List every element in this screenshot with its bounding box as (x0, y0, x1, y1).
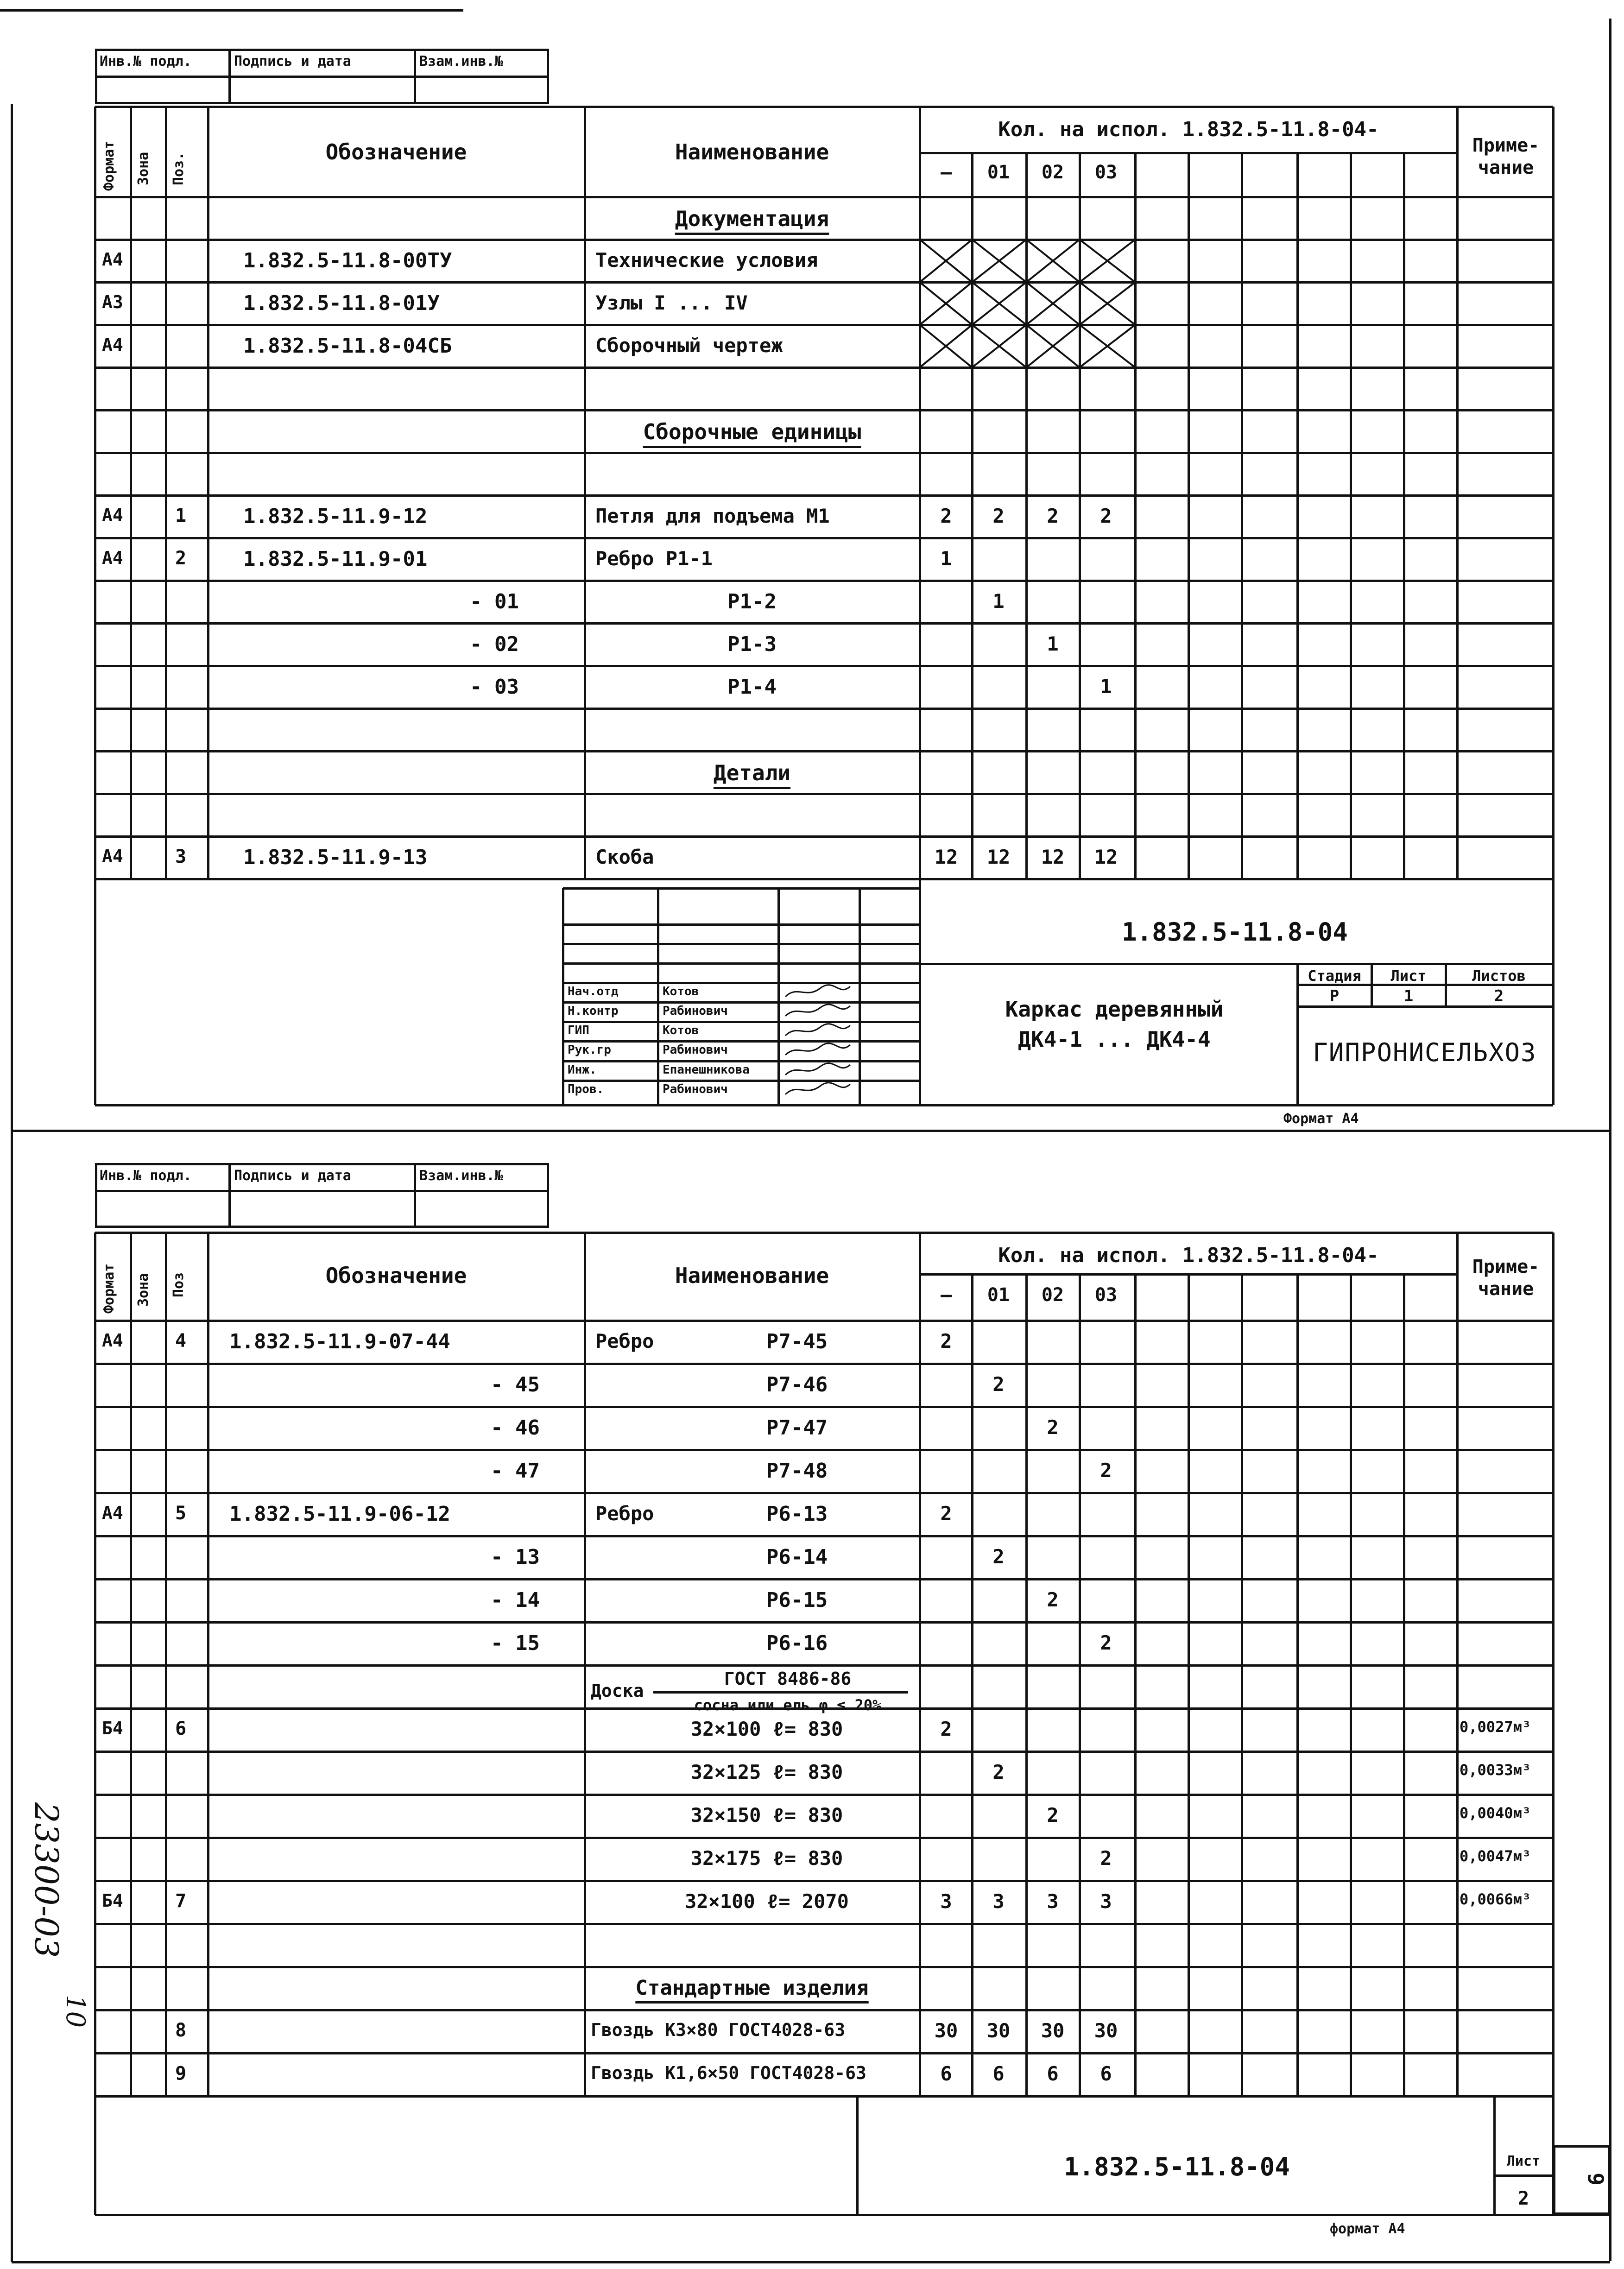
signature (783, 1061, 853, 1080)
row-qty: 2 (940, 505, 952, 527)
rule-line (920, 963, 1553, 965)
section-heading: Документация (675, 206, 829, 231)
signer-name: Епанешникова (663, 1063, 750, 1077)
rule-line (95, 1232, 1553, 1234)
stamp-inv: Инв.№ подл. (100, 53, 192, 70)
header-variant-3: 03 (1094, 1284, 1118, 1306)
row-designation: - 46 (491, 1416, 540, 1440)
row-pos: 1 (175, 505, 187, 526)
rule-line (95, 1535, 1553, 1537)
rule-line (95, 580, 1553, 582)
rule-line (95, 76, 549, 78)
crossed-cell (1080, 240, 1135, 282)
header-zone: Зона (135, 152, 152, 185)
rule-line (1079, 1274, 1081, 2096)
header-variant-0: — (940, 1284, 952, 1306)
rule-line (1403, 153, 1405, 879)
signature (783, 1041, 853, 1060)
rule-line (1371, 964, 1373, 1006)
row-name: Ребро (595, 1502, 654, 1525)
row-qty: 2 (992, 1373, 1005, 1396)
doc-code: 1.832.5-11.8-04 (1122, 917, 1348, 947)
row-qty: 12 (934, 846, 958, 868)
row-subname: Р7-47 (766, 1416, 828, 1440)
rule-line (95, 622, 1553, 625)
rule-line (1456, 107, 1459, 879)
row-format: А4 (102, 249, 123, 270)
rule-line (95, 708, 1553, 710)
rule-line (95, 878, 1553, 880)
row-qty: 2 (1047, 1416, 1059, 1439)
board-spec: сосна или ель φ ≤ 20% (694, 1696, 882, 1714)
rule-line (95, 1320, 1553, 1322)
crossed-cell (920, 240, 972, 282)
row-designation: 1.832.5-11.9-01 (243, 547, 428, 571)
rule-line (1134, 1274, 1137, 2096)
header-variant-0: — (940, 162, 952, 183)
rule-line (563, 962, 920, 965)
rule-line (95, 1190, 549, 1192)
signer-name: Рабинович (663, 1043, 728, 1057)
rule-line (95, 1449, 1553, 1451)
rule-line (95, 452, 1553, 454)
row-name: Ребро (595, 1330, 654, 1353)
rule-line (563, 943, 920, 945)
rule-line (1188, 1274, 1190, 2096)
archive-page: 10 (60, 1995, 90, 2028)
row-designation: - 03 (470, 675, 519, 699)
rule-line (1445, 964, 1447, 1006)
rule-line (563, 1040, 920, 1043)
header-qty: Кол. на испол. 1.832.5-11.8-04- (998, 1244, 1379, 1267)
row-qty: 2 (1100, 1459, 1112, 1482)
rule-line (95, 2214, 1553, 2216)
stamp-sign: Подпись и дата (234, 1168, 351, 1184)
rule-line (1296, 153, 1299, 879)
rule-line (95, 367, 1553, 369)
row-qty: 1 (1047, 632, 1059, 655)
rule-line (653, 1691, 908, 1694)
header-format: Формат (101, 140, 117, 191)
rule-line (95, 2052, 1553, 2054)
organization: ГИПРОНИСЕЛЬХОЗ (1313, 1038, 1537, 1067)
row-pos: 6 (175, 1718, 187, 1739)
row-qty: 1 (992, 590, 1005, 613)
signer-name: Котов (663, 1024, 699, 1037)
rule-line (1188, 153, 1190, 879)
rule-line (95, 1664, 1553, 1667)
row-subname: Р6-15 (766, 1588, 828, 1612)
row-qty: 2 (1047, 1804, 1059, 1827)
rule-line (95, 793, 1553, 795)
rule-line (1350, 153, 1352, 879)
format-label: Формат А4 (1283, 1111, 1359, 1127)
crossed-cell (1026, 325, 1080, 367)
rule-line (228, 49, 231, 104)
header-designation: Обозначение (325, 1263, 467, 1288)
header-variant-1: 01 (987, 162, 1010, 183)
row-name: Р1-2 (727, 590, 777, 613)
signature (783, 1081, 853, 1099)
row-name: 32×150 ℓ= 830 (690, 1804, 843, 1827)
stage-value: Р (1329, 987, 1340, 1005)
row-name: 32×100 ℓ= 830 (690, 1718, 843, 1740)
rule-line (95, 665, 1553, 667)
rule-line (1025, 1274, 1028, 2096)
rule-line (1241, 153, 1243, 879)
rule-line (584, 107, 586, 879)
stamp-replace: Взам.инв.№ (419, 1168, 503, 1184)
section-heading: Детали (713, 760, 791, 785)
row-subname: Р7-46 (766, 1373, 828, 1397)
rule-line (920, 152, 1457, 154)
row-format: А4 (102, 1330, 123, 1351)
row-qty: 2 (992, 1545, 1005, 1568)
row-qty: 2 (992, 505, 1005, 527)
row-name: Скоба (595, 846, 654, 868)
rule-line (94, 1232, 96, 2215)
row-format: А4 (102, 505, 123, 525)
rule-line (95, 750, 1553, 752)
sheet-value: 1 (1403, 987, 1414, 1005)
rule-line (95, 1837, 1553, 1839)
doc-code: 1.832.5-11.8-04 (1064, 2152, 1290, 2181)
rule-line (95, 196, 1553, 198)
rule-line (95, 1104, 1553, 1106)
row-pos: 7 (175, 1890, 187, 1912)
header-note: Приме-чание (1472, 1256, 1540, 1300)
rule-line (165, 107, 167, 879)
rule-line (971, 1274, 973, 2096)
rule-line (1494, 2174, 1553, 2177)
sheet-value: 2 (1517, 2188, 1529, 2209)
row-format: Б4 (102, 1890, 123, 1911)
header-variant-2: 02 (1041, 162, 1064, 183)
rule-line (1350, 1274, 1352, 2096)
rule-line (95, 239, 1553, 241)
row-qty: 2 (940, 1330, 952, 1353)
row-name: Р1-3 (727, 632, 777, 656)
rule-line (95, 537, 1553, 539)
row-designation: 1.832.5-11.9-07-44 (229, 1330, 450, 1353)
rule-line (11, 1131, 13, 2262)
rule-line (95, 494, 1553, 497)
archive-number: 23300-03 (27, 1802, 65, 1958)
row-name: Гвоздь К1,6×50 ГОСТ4028-63 (591, 2063, 866, 2083)
row-qty: 2 (1047, 1588, 1059, 1611)
row-qty: 2 (1100, 1631, 1112, 1654)
row-pos: 9 (175, 2063, 187, 2084)
row-subname: Р6-16 (766, 1631, 828, 1655)
signer-role: Нач.отд (568, 985, 619, 999)
header-zone: Зона (135, 1273, 152, 1307)
rule-line (95, 281, 1553, 284)
stage-label: Стадия (1308, 967, 1361, 985)
row-qty: 6 (940, 2062, 952, 2085)
stamp-sign: Подпись и дата (234, 53, 351, 70)
row-designation: - 15 (491, 1631, 540, 1655)
rule-line (94, 879, 96, 1105)
stamp-replace: Взам.инв.№ (419, 53, 503, 70)
header-pos: Поз (171, 1272, 187, 1297)
row-name: 32×175 ℓ= 830 (690, 1847, 843, 1870)
rule-line (1552, 1232, 1554, 2215)
row-qty: 2 (1100, 1847, 1112, 1870)
signer-name: Рабинович (663, 1082, 728, 1096)
row-format: А3 (102, 292, 123, 312)
row-subname: Р6-13 (766, 1502, 828, 1526)
rule-line (95, 106, 1553, 108)
rule-line (777, 888, 780, 1105)
sheets-value: 2 (1494, 987, 1504, 1005)
crossed-cell (920, 282, 972, 325)
row-name: Сборочный чертеж (595, 334, 783, 357)
rule-line (563, 1021, 920, 1023)
section-heading: Стандартные изделия (635, 1976, 869, 2000)
row-qty: 30 (986, 2019, 1011, 2042)
rule-line (95, 1406, 1553, 1408)
sheet-label: Лист (1390, 967, 1427, 985)
row-name: Р1-4 (727, 675, 777, 699)
rule-line (95, 1492, 1553, 1494)
row-name: Петля для подъема М1 (595, 505, 830, 527)
row-qty: 3 (940, 1890, 952, 1913)
rule-line (95, 1578, 1553, 1580)
row-designation: - 45 (491, 1373, 540, 1397)
rule-line (563, 1060, 920, 1062)
row-designation: - 14 (491, 1588, 540, 1612)
rule-line (919, 879, 921, 1105)
row-qty: 2 (992, 1761, 1005, 1783)
row-qty: 30 (1094, 2019, 1118, 2042)
row-qty: 3 (1047, 1890, 1059, 1913)
header-note: Приме-чание (1472, 135, 1540, 178)
row-qty: 2 (1047, 505, 1059, 527)
rule-line (414, 1163, 416, 1228)
row-qty: 2 (940, 1718, 952, 1740)
rule-line (95, 2009, 1553, 2011)
rule-line (0, 9, 463, 12)
row-qty: 12 (1041, 846, 1065, 868)
row-pos: 3 (175, 846, 187, 867)
stamp-inv: Инв.№ подл. (100, 1168, 192, 1184)
row-name: 32×100 ℓ= 2070 (685, 1890, 849, 1913)
row-designation: 1.832.5-11.8-04СБ (243, 334, 452, 358)
row-qty: 2 (1100, 505, 1112, 527)
row-qty: 6 (992, 2062, 1005, 2085)
row-subname: Р7-45 (766, 1330, 828, 1353)
signer-role: Пров. (568, 1082, 604, 1096)
rule-line (1297, 1005, 1553, 1008)
row-format: А4 (102, 335, 123, 355)
row-format: Б4 (102, 1718, 123, 1738)
row-designation: 1.832.5-11.9-06-12 (229, 1502, 450, 1526)
row-qty: 3 (1100, 1890, 1112, 1913)
rule-line (1552, 879, 1554, 1105)
rule-line (95, 1621, 1553, 1624)
rule-line (856, 2096, 859, 2215)
header-variant-1: 01 (987, 1284, 1010, 1306)
row-designation: - 01 (470, 590, 519, 613)
row-name: 32×125 ℓ= 830 (690, 1761, 843, 1783)
rule-line (919, 107, 921, 879)
header-variant-2: 02 (1041, 1284, 1064, 1306)
title-line2: ДК4-1 ... ДК4-4 (1018, 1027, 1211, 1052)
rule-line (95, 409, 1553, 411)
row-name: Ребро Р1-1 (595, 547, 713, 570)
row-qty: 1 (940, 547, 952, 570)
row-qty: 3 (992, 1890, 1005, 1913)
crossed-cell (972, 240, 1026, 282)
row-name: Гвоздь К3×80 ГОСТ4028-63 (591, 2020, 846, 2040)
crossed-cell (1026, 240, 1080, 282)
row-format: А4 (102, 548, 123, 568)
signer-role: Рук.гр (568, 1043, 611, 1057)
row-pos: 5 (175, 1503, 187, 1524)
crossed-cell (1026, 282, 1080, 325)
crossed-cell (1080, 282, 1135, 325)
row-note: 0,0047м³ (1460, 1847, 1531, 1865)
rule-line (657, 888, 659, 1105)
row-qty: 12 (1094, 846, 1118, 868)
rule-line (12, 2261, 1610, 2263)
row-subname: Р7-48 (766, 1459, 828, 1483)
crossed-cell (1080, 325, 1135, 367)
header-qty: Кол. на испол. 1.832.5-11.8-04- (998, 118, 1379, 141)
row-note: 0,0040м³ (1460, 1804, 1531, 1822)
signer-name: Рабинович (663, 1004, 728, 1018)
row-note: 0,0027м³ (1460, 1718, 1531, 1736)
rule-line (95, 1794, 1553, 1796)
rule-line (130, 107, 132, 879)
crossed-cell (920, 325, 972, 367)
header-designation: Обозначение (325, 139, 467, 164)
rule-line (11, 104, 13, 1131)
signature (783, 983, 853, 1001)
rule-line (95, 2095, 1553, 2098)
row-name: Технические условия (595, 249, 818, 272)
rule-line (12, 1130, 1610, 1132)
rule-line (207, 107, 209, 879)
rule-line (1552, 107, 1554, 879)
rule-line (563, 923, 920, 926)
row-note: 0,0066м³ (1460, 1890, 1531, 1908)
signer-name: Котов (663, 985, 699, 999)
rule-line (95, 1363, 1553, 1365)
row-designation: - 02 (470, 632, 519, 656)
rule-line (1403, 1274, 1405, 2096)
rule-line (414, 49, 416, 104)
board-gost: ГОСТ 8486-86 (724, 1669, 852, 1689)
rule-line (95, 1923, 1553, 1925)
rule-line (1296, 1274, 1299, 2096)
signer-role: Инж. (568, 1063, 597, 1077)
signer-role: ГИП (568, 1024, 589, 1037)
rule-line (563, 1080, 920, 1082)
rule-line (1241, 1274, 1243, 2096)
crossed-cell (972, 282, 1026, 325)
title-line1: Каркас деревянный (1005, 997, 1224, 1022)
rule-line (95, 835, 1553, 838)
rule-line (563, 887, 920, 890)
section-heading: Сборочные единицы (643, 419, 861, 444)
rule-line (95, 1966, 1553, 1968)
row-qty: 12 (986, 846, 1011, 868)
row-designation: - 47 (491, 1459, 540, 1483)
row-subname: Р6-14 (766, 1545, 828, 1569)
row-format: А4 (102, 1503, 123, 1523)
rule-line (95, 1751, 1553, 1753)
row-pos: 8 (175, 2020, 187, 2041)
rule-line (563, 1001, 920, 1004)
rule-line (1609, 19, 1611, 2261)
format-label: формат А4 (1330, 2221, 1405, 2237)
row-qty: 2 (940, 1502, 952, 1525)
row-name: Узлы I ... IV (595, 291, 748, 314)
rule-line (95, 1880, 1553, 1882)
header-name: Наименование (675, 1263, 829, 1288)
signer-role: Н.контр (568, 1004, 619, 1018)
header-name: Наименование (675, 139, 829, 164)
signature (783, 1002, 853, 1021)
row-qty: 1 (1100, 675, 1112, 698)
row-pos: 4 (175, 1330, 187, 1352)
sheet-label: Лист (1506, 2153, 1541, 2169)
row-pos: 2 (175, 548, 187, 569)
board-label: Доска (591, 1681, 644, 1701)
sheets-label: Листов (1472, 967, 1526, 985)
row-qty: 6 (1100, 2062, 1112, 2085)
rule-line (228, 1163, 231, 1228)
signature (783, 1022, 853, 1040)
row-format: А4 (102, 846, 123, 866)
row-designation: - 13 (491, 1545, 540, 1569)
row-designation: 1.832.5-11.9-12 (243, 505, 428, 528)
row-qty: 6 (1047, 2062, 1059, 2085)
row-designation: 1.832.5-11.8-00ТУ (243, 249, 452, 272)
header-format: Формат (101, 1263, 117, 1314)
row-designation: 1.832.5-11.9-13 (243, 846, 428, 869)
rule-line (562, 888, 564, 1105)
rule-line (859, 888, 861, 1105)
row-note: 0,0033м³ (1460, 1761, 1531, 1779)
rule-line (563, 982, 920, 984)
page-number: 9 (1583, 2173, 1608, 2186)
rule-line (95, 324, 1553, 326)
rule-line (1493, 2096, 1496, 2215)
rule-line (920, 1273, 1457, 1276)
rule-line (94, 107, 96, 879)
header-variant-3: 03 (1094, 162, 1118, 183)
row-designation: 1.832.5-11.8-01У (243, 291, 440, 315)
header-pos: Поз. (171, 152, 187, 185)
row-qty: 30 (934, 2019, 958, 2042)
crossed-cell (972, 325, 1026, 367)
row-qty: 30 (1041, 2019, 1065, 2042)
